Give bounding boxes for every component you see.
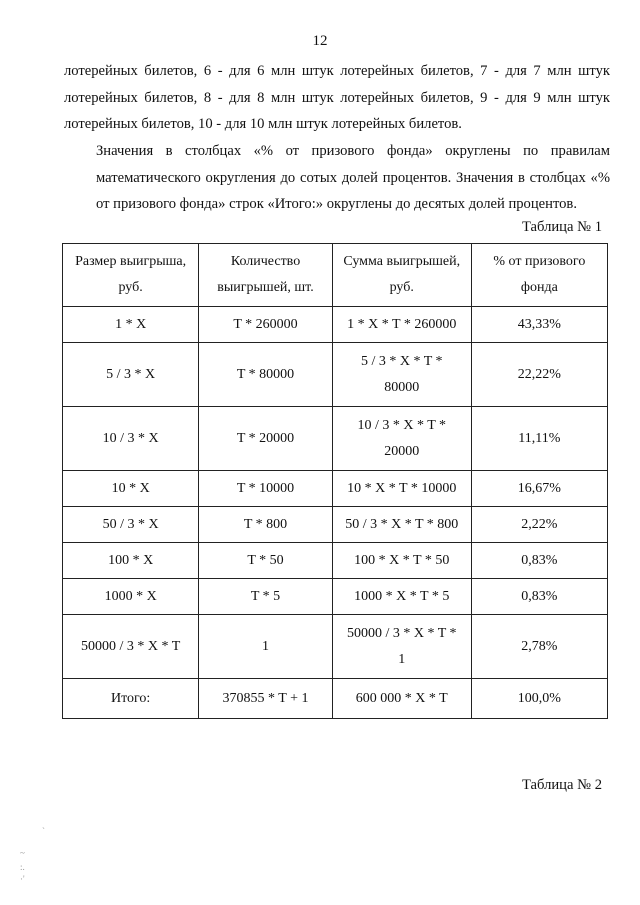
prize-size-cell: 50 / 3 * X [63,507,199,543]
page-number: 12 [312,33,328,49]
scan-mark: :. [20,862,25,872]
paragraph-line: математического округления до сотых долей процентов. Значения в столбцах «% [96,169,610,186]
paragraph-line: лотерейных билетов, 10 - для 10 млн штук лотерейных билетов. [64,116,462,132]
header-prize-percent: % от призового фонда [471,244,607,307]
prize-percent-cell: 22,22% [471,343,607,407]
prize-size-cell: 10 * X [63,471,199,507]
prize-size-cell: 5 / 3 * X [63,343,199,407]
paragraph-line: лотерейных билетов, 8 - для 8 млн штук лотерейных билетов, 9 - для 9 млн штук [64,89,610,106]
prize-sum-cell: 10 / 3 * X * T * 20000 [332,407,471,471]
prize-percent-cell: 0,83% [471,579,607,615]
table-row [63,307,608,343]
prize-percent-cell: 11,11% [471,407,607,471]
prize-sum-cell: 1 * X * T * 260000 [332,307,471,343]
table-row [63,507,608,543]
prize-count-cell: T * 80000 [199,343,333,407]
table-row [63,543,608,579]
prize-percent-cell: 2,22% [471,507,607,543]
prize-percent-cell: 43,33% [471,307,607,343]
prize-count-cell: T * 260000 [199,307,333,343]
table-row [63,579,608,615]
total-percent: 100,0% [471,679,607,719]
paragraph-line: Значения в столбцах «% от призового фонда» округлены по правилам [96,143,610,159]
total-label: Итого: [63,679,199,719]
prize-sum-cell: 50000 / 3 * X * T * 1 [332,615,471,679]
prize-size-cell: 1 * X [63,307,199,343]
table-row [63,471,608,507]
header-prize-count: Количество выигрышей, шт. [199,244,333,307]
prize-count-cell: T * 800 [199,507,333,543]
prize-sum-cell: 5 / 3 * X * T * 80000 [332,343,471,407]
prize-percent-cell: 16,67% [471,471,607,507]
table-body [63,307,608,679]
header-prize-sum: Сумма выигрышей, руб. [332,244,471,307]
prize-table [62,243,608,719]
prize-sum-cell: 50 / 3 * X * T * 800 [332,507,471,543]
paragraph-rounding-note [64,138,610,218]
prize-size-cell: 50000 / 3 * X * T [63,615,199,679]
prize-count-cell: T * 5 [199,579,333,615]
prize-percent-cell: 0,83% [471,543,607,579]
prize-count-cell: T * 20000 [199,407,333,471]
prize-count-cell: T * 10000 [199,471,333,507]
table-row [63,615,608,679]
scan-mark: ·' [20,874,25,884]
prize-count-cell: 1 [199,615,333,679]
table-header-row [63,244,608,307]
prize-sum-cell: 100 * X * T * 50 [332,543,471,579]
paragraph-line: от призового фонда» строк «Итого:» округлены до десятых долей процентов. [96,196,577,212]
prize-size-cell: 1000 * X [63,579,199,615]
total-count: 370855 * T + 1 [199,679,333,719]
table-2-caption: Таблица № 2 [522,777,602,793]
prize-percent-cell: 2,78% [471,615,607,679]
table-total-row [63,679,608,719]
prize-size-cell: 100 * X [63,543,199,579]
prize-count-cell: T * 50 [199,543,333,579]
paragraph-lottery-tickets [64,58,610,138]
table-1-caption: Таблица № 1 [522,219,602,235]
paragraph-line: лотерейных билетов, 6 - для 6 млн штук лотерейных билетов, 7 - для 7 млн штук [64,63,610,79]
prize-sum-cell: 1000 * X * T * 5 [332,579,471,615]
total-sum: 600 000 * X * T [332,679,471,719]
header-prize-size: Размер выигрыша, руб. [63,244,199,307]
scan-mark: ~ [20,848,25,858]
table-row [63,407,608,471]
prize-sum-cell: 10 * X * T * 10000 [332,471,471,507]
scan-mark: ` [42,826,45,836]
prize-size-cell: 10 / 3 * X [63,407,199,471]
table-row [63,343,608,407]
